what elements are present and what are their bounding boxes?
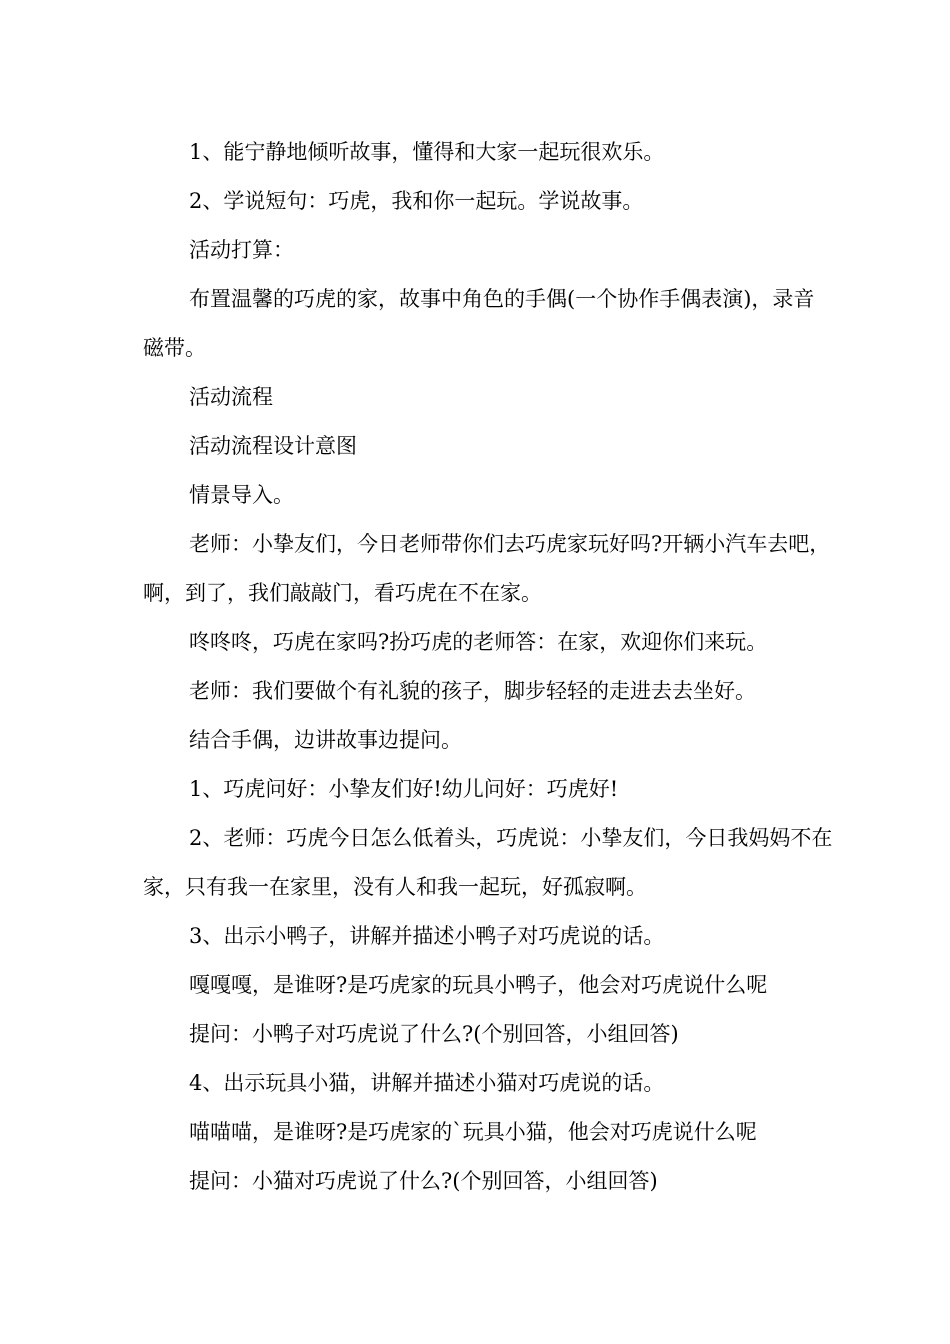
section-heading: 活动流程设计意图 xyxy=(189,434,357,458)
paragraph: 结合手偶，边讲故事边提问。 xyxy=(189,728,462,752)
paragraph: 提问：小鸭子对巧虎说了什么?(个别回答，小组回答) xyxy=(189,1022,679,1046)
document-body xyxy=(143,128,833,1206)
paragraph: 2、老师：巧虎今日怎么低着头，巧虎说：小挚友们，今日我妈妈不在家，只有我一在家里，没有人和我一起玩，好孤寂啊。 xyxy=(143,826,833,899)
paragraph: 1、能宁静地倾听故事，懂得和大家一起玩很欢乐。 xyxy=(189,140,665,164)
section-heading: 活动打算： xyxy=(189,238,294,262)
paragraph: 咚咚咚，巧虎在家吗?扮巧虎的老师答：在家，欢迎你们来玩。 xyxy=(189,630,768,654)
paragraph: 提问：小猫对巧虎说了什么?(个别回答，小组回答) xyxy=(189,1169,658,1193)
paragraph: 4、出示玩具小猫，讲解并描述小猫对巧虎说的话。 xyxy=(189,1071,665,1095)
paragraph: 喵喵喵，是谁呀?是巧虎家的`玩具小猫，他会对巧虎说什么呢 xyxy=(189,1120,757,1144)
paragraph: 2、学说短句：巧虎，我和你一起玩。学说故事。 xyxy=(189,189,644,213)
section-heading: 活动流程 xyxy=(189,385,273,409)
paragraph: 嘎嘎嘎，是谁呀?是巧虎家的玩具小鸭子，他会对巧虎说什么呢 xyxy=(189,973,768,997)
paragraph: 老师：我们要做个有礼貌的孩子，脚步轻轻的走进去去坐好。 xyxy=(189,679,756,703)
paragraph: 3、出示小鸭子，讲解并描述小鸭子对巧虎说的话。 xyxy=(189,924,665,948)
paragraph: 布置温馨的巧虎的家，故事中角色的手偶(一个协作手偶表演)，录音磁带。 xyxy=(143,287,815,360)
paragraph: 情景导入。 xyxy=(189,483,294,507)
paragraph: 老师：小挚友们，今日老师带你们去巧虎家玩好吗?开辆小汽车去吧，啊，到了，我们敲敲门，看巧虎在不在家。 xyxy=(143,532,831,605)
paragraph: 1、巧虎问好：小挚友们好!幼儿问好：巧虎好! xyxy=(189,777,619,801)
